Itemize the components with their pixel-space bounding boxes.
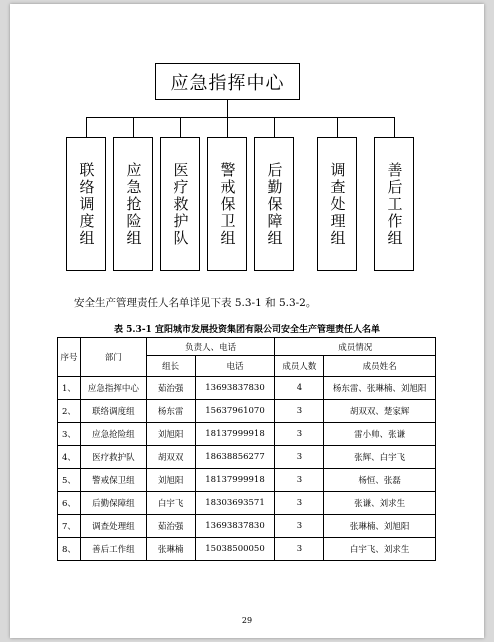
- cell-seq: 3、: [58, 423, 81, 446]
- org-unit-box: [317, 137, 357, 271]
- org-unit-box: [66, 137, 106, 271]
- header-member-group: 成员情况: [275, 338, 436, 356]
- header-leader-group: 负责人、电话: [146, 338, 275, 356]
- org-unit-label: 调查处理组: [328, 161, 347, 247]
- cell-seq: 5、: [58, 469, 81, 492]
- cell-count: 3: [275, 400, 324, 423]
- connector-drop: [394, 117, 395, 137]
- cell-phone: 18303693571: [195, 492, 275, 515]
- document-page: [10, 4, 484, 638]
- body-paragraph: 安全生产管理责任人名单详见下表 5.3-1 和 5.3-2。: [74, 297, 317, 309]
- org-unit-label: 联络调度组: [77, 161, 96, 247]
- cell-seq: 2、: [58, 400, 81, 423]
- org-unit-box: [113, 137, 153, 271]
- table-row: [58, 469, 436, 492]
- org-unit-label: 警戒保卫组: [218, 161, 237, 247]
- cell-dept: 应急指挥中心: [80, 377, 146, 400]
- cell-seq: 7、: [58, 515, 81, 538]
- org-chart: [10, 4, 484, 294]
- cell-leader: 白宇飞: [146, 492, 195, 515]
- cell-seq: 8、: [58, 538, 81, 561]
- connector-trunk: [227, 100, 228, 117]
- header-dept: 部门: [80, 338, 146, 377]
- cell-leader: 刘旭阳: [146, 469, 195, 492]
- cell-seq: 6、: [58, 492, 81, 515]
- cell-leader: 张琳楠: [146, 538, 195, 561]
- table-caption: 表 5.3-1 宜阳城市发展投资集团有限公司安全生产管理责任人名单: [114, 325, 380, 335]
- org-center-box: [155, 63, 300, 100]
- cell-leader: 杨东雷: [146, 400, 195, 423]
- cell-dept: 后勤保障组: [80, 492, 146, 515]
- connector-drop: [180, 117, 181, 137]
- cell-seq: 1、: [58, 377, 81, 400]
- org-unit-box: [207, 137, 247, 271]
- cell-members: 杨东雷、张琳楠、刘旭阳: [324, 377, 436, 400]
- cell-dept: 调查处理组: [80, 515, 146, 538]
- cell-leader: 茹治强: [146, 515, 195, 538]
- cell-dept: 善后工作组: [80, 538, 146, 561]
- table-row: [58, 538, 436, 561]
- org-unit-label: 应急抢险组: [124, 161, 143, 247]
- cell-dept: 医疗救护队: [80, 446, 146, 469]
- cell-leader: 胡双双: [146, 446, 195, 469]
- cell-members: 张谦、刘求生: [324, 492, 436, 515]
- org-center-label: 应急指挥中心: [170, 72, 285, 94]
- cell-count: 3: [275, 515, 324, 538]
- cell-dept: 应急抢险组: [80, 423, 146, 446]
- cell-seq: 4、: [58, 446, 81, 469]
- cell-count: 3: [275, 469, 324, 492]
- cell-phone: 13693837830: [195, 377, 275, 400]
- cell-count: 3: [275, 492, 324, 515]
- connector-drop: [274, 117, 275, 137]
- responsibility-table: [57, 337, 436, 561]
- table-row: [58, 400, 436, 423]
- header-seq: 序号: [58, 338, 81, 377]
- cell-members: 张辉、白宇飞: [324, 446, 436, 469]
- org-unit-box: [254, 137, 294, 271]
- cell-leader: 刘旭阳: [146, 423, 195, 446]
- cell-phone: 18137999918: [195, 423, 275, 446]
- org-unit-label: 医疗救护队: [171, 161, 190, 247]
- cell-members: 杨恒、张磊: [324, 469, 436, 492]
- cell-members: 白宇飞、刘求生: [324, 538, 436, 561]
- org-unit-label: 善后工作组: [385, 161, 404, 247]
- table-row: [58, 377, 436, 400]
- cell-members: 张琳楠、刘旭阳: [324, 515, 436, 538]
- cell-phone: 15637961070: [195, 400, 275, 423]
- cell-leader: 茹治强: [146, 377, 195, 400]
- cell-count: 3: [275, 446, 324, 469]
- cell-phone: 18137999918: [195, 469, 275, 492]
- cell-members: 雷小帅、张谦: [324, 423, 436, 446]
- cell-dept: 联络调度组: [80, 400, 146, 423]
- cell-phone: 13693837830: [195, 515, 275, 538]
- table-row: [58, 515, 436, 538]
- header-member-names: 成员姓名: [324, 356, 436, 377]
- cell-members: 胡双双、楚家辉: [324, 400, 436, 423]
- cell-phone: 15038500050: [195, 538, 275, 561]
- header-phone: 电话: [195, 356, 275, 377]
- org-unit-label: 后勤保障组: [265, 161, 284, 247]
- connector-drop: [86, 117, 87, 137]
- cell-count: 4: [275, 377, 324, 400]
- cell-dept: 警戒保卫组: [80, 469, 146, 492]
- header-member-count: 成员人数: [275, 356, 324, 377]
- connector-drop: [227, 117, 228, 137]
- cell-phone: 18638856277: [195, 446, 275, 469]
- cell-count: 3: [275, 423, 324, 446]
- cell-count: 3: [275, 538, 324, 561]
- table-row: [58, 446, 436, 469]
- page-number: 29: [241, 616, 253, 625]
- org-unit-box: [374, 137, 414, 271]
- org-unit-box: [160, 137, 200, 271]
- table-body: [58, 377, 436, 561]
- connector-drop: [337, 117, 338, 137]
- connector-drop: [133, 117, 134, 137]
- table-row: [58, 423, 436, 446]
- header-leader: 组长: [146, 356, 195, 377]
- table-row: [58, 492, 436, 515]
